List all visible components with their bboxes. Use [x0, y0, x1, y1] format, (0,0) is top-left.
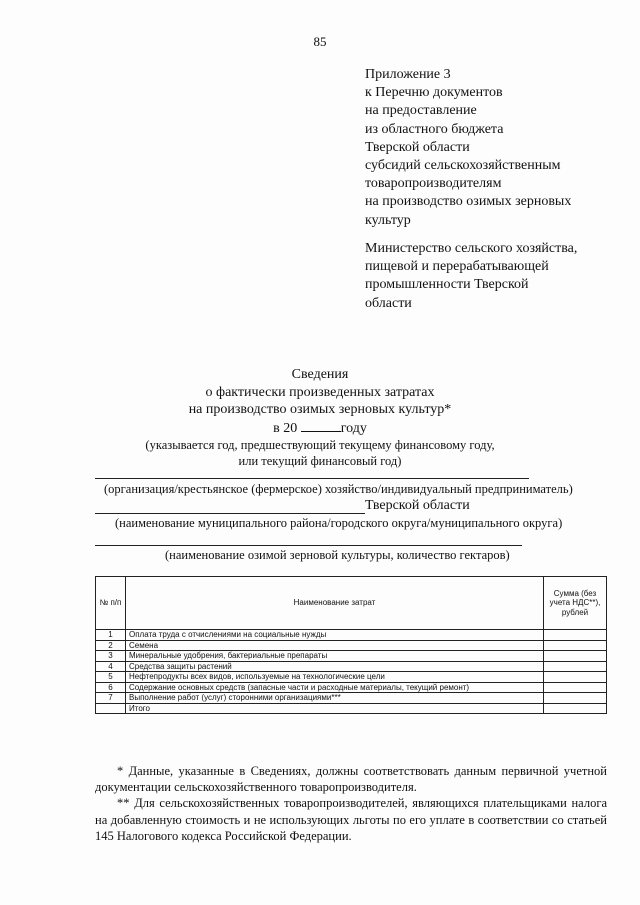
- table-header-row: [96, 577, 607, 630]
- row-number: 6: [96, 682, 126, 693]
- table-total-row: [96, 703, 607, 714]
- table-row: [96, 693, 607, 704]
- row-number: 1: [96, 630, 126, 641]
- row-cost-name: Выполнение работ (услуг) сторонними организациями***: [126, 693, 544, 704]
- row-sum-cell[interactable]: [544, 640, 607, 651]
- crop-blank-line[interactable]: [95, 545, 522, 546]
- header-sum: Сумма (без учета НДС**), рублей: [544, 577, 607, 630]
- addressee-line: товаропроизводителям: [365, 176, 502, 192]
- table-row: [96, 651, 607, 662]
- row-sum-cell[interactable]: [544, 682, 607, 693]
- crop-caption: (наименование озимой зерновой культуры, количество гектаров): [165, 548, 510, 562]
- footnote-vat-payers: ** Для сельскохозяйственных товаропроизводителей, являющихся плательщиками налога на добавленную стоимость и не использующих льготы по его уплате в соответствии со статьей 145 Налогового кодекса Российской Федерации.: [95, 796, 607, 843]
- row-sum-cell[interactable]: [544, 661, 607, 672]
- row-number: [96, 703, 126, 714]
- addressee-line: на предоставление: [365, 103, 477, 119]
- addressee-line: к Перечню документов: [365, 85, 503, 101]
- footnote-primary-docs: * Данные, указанные в Сведениях, должны соответствовать данным первичной учетной документации сельскохозяйственного товаропроизводителя.: [95, 764, 607, 795]
- year-note: (указывается год, предшествующий текущему финансовому году,: [145, 438, 495, 452]
- organization-caption: (организация/крестьянское (фермерское) хозяйство/индивидуальный предприниматель): [104, 482, 573, 496]
- table-row: [96, 682, 607, 693]
- ministry-line: пищевой и перерабатывающей: [365, 259, 549, 275]
- title-line: на производство озимых зерновых культур*: [188, 402, 452, 417]
- year-note: или текущий финансовый год): [238, 454, 402, 468]
- row-number: 5: [96, 672, 126, 683]
- row-sum-cell[interactable]: [544, 693, 607, 704]
- addressee-line: на производство озимых зерновых: [365, 194, 572, 210]
- organization-blank-line[interactable]: [95, 478, 529, 479]
- ministry-block: [365, 240, 577, 313]
- table-row: [96, 661, 607, 672]
- ministry-line: области: [365, 295, 412, 311]
- row-total-label: Итого: [126, 703, 544, 714]
- year-prefix: в 20: [273, 420, 298, 436]
- row-number: 4: [96, 661, 126, 672]
- year-blank-field[interactable]: [301, 419, 341, 432]
- row-cost-name: Содержание основных средств (запасные части и расходные материалы, текущий ремонт): [126, 682, 544, 693]
- addressee-line: Тверской области: [365, 139, 470, 155]
- row-cost-name: Семена: [126, 640, 544, 651]
- table-row: [96, 640, 607, 651]
- municipality-blank-line[interactable]: [95, 513, 365, 514]
- header-cost-name: Наименование затрат: [126, 577, 544, 630]
- year-line: [0, 419, 640, 438]
- row-cost-name: Оплата труда с отчислениями на социальные нужды: [126, 630, 544, 641]
- appendix-addressee-block: [365, 66, 571, 230]
- row-cost-name: Нефтепродукты всех видов, используемые на технологические цели: [126, 672, 544, 683]
- row-sum-cell[interactable]: [544, 630, 607, 641]
- ministry-line: Министерство сельского хозяйства,: [365, 241, 578, 256]
- row-sum-cell[interactable]: [544, 672, 607, 683]
- year-suffix: году: [340, 420, 367, 436]
- row-sum-cell[interactable]: [544, 703, 607, 714]
- header-number: № п/п: [96, 577, 126, 630]
- table-row: [96, 630, 607, 641]
- table-row: [96, 672, 607, 683]
- footnotes: [95, 763, 607, 844]
- row-cost-name: Средства защиты растений: [126, 661, 544, 672]
- title-line: о фактически произведенных затратах: [205, 384, 435, 400]
- page-number: 85: [313, 34, 327, 49]
- row-cost-name: Минеральные удобрения, бактериальные препараты: [126, 651, 544, 662]
- row-number: 7: [96, 693, 126, 704]
- costs-table: [95, 576, 607, 714]
- addressee-line: из областного бюджета: [365, 121, 504, 137]
- row-number: 2: [96, 640, 126, 651]
- addressee-line: культур: [365, 212, 411, 228]
- document-title: [0, 366, 640, 469]
- ministry-line: промышленности Тверской: [365, 277, 529, 293]
- row-number: 3: [96, 651, 126, 662]
- title-line: Сведения: [291, 367, 349, 382]
- row-sum-cell[interactable]: [544, 651, 607, 662]
- region-label: Тверской области: [365, 498, 470, 513]
- addressee-line: субсидий сельскохозяйственным: [365, 158, 561, 174]
- addressee-line: Приложение 3: [365, 67, 451, 82]
- municipality-caption: (наименование муниципального района/городского округа/муниципального округа): [115, 516, 563, 530]
